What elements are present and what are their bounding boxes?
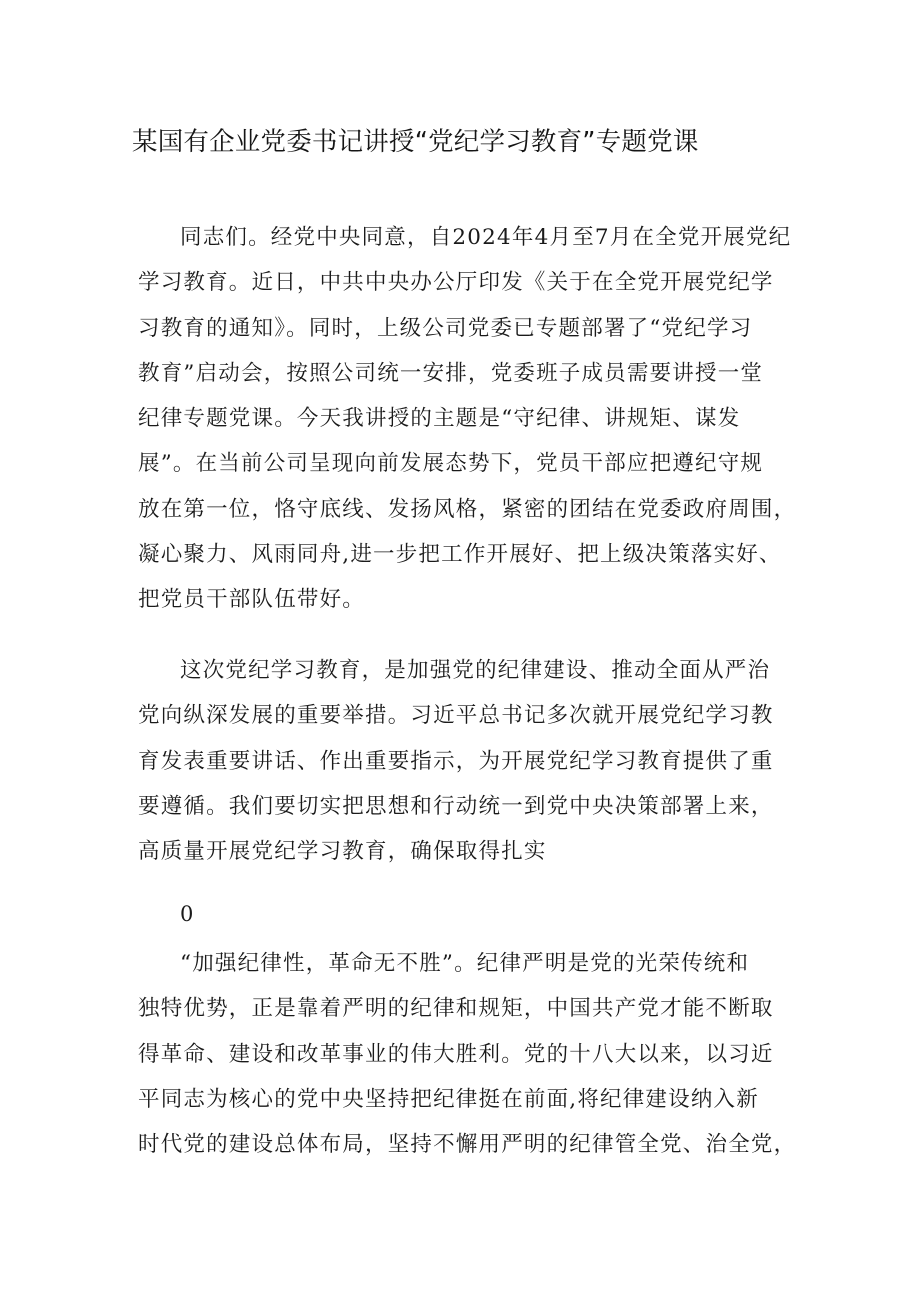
paragraph-line: 纪律专题党课。今天我讲授的主题是“守纪律、讲规矩、谋发 <box>138 406 741 431</box>
paragraph-line: 高质量开展党纪学习教育，确保取得扎实 <box>138 839 547 864</box>
stray-zero: 0 <box>180 902 194 926</box>
paragraph-line: 独特优势，正是靠着严明的纪律和规矩，中国共产党才能不断取 <box>138 996 774 1021</box>
paragraph-line: 得革命、建设和改革事业的伟大胜利。党的十八大以来，以习近 <box>138 1042 774 1067</box>
paragraph-line: 育发表重要讲话、作出重要指示，为开展党纪学习教育提供了重 <box>138 749 774 774</box>
paragraph-line: 学习教育。近日，中共中央办公厅印发《关于在全党开展党纪学 <box>138 270 774 295</box>
paragraph-line: “加强纪律性，革命无不胜”。纪律严明是党的光荣传统和 <box>180 951 750 976</box>
paragraph-line: 党向纵深发展的重要举措。习近平总书记多次就开展党纪学习教 <box>138 703 774 728</box>
paragraph-line: 要遵循。我们要切实把思想和行动统一到党中央决策部署上来， <box>138 794 774 819</box>
paragraph-line: 凝心聚力、风雨同舟,进一步把工作开展好、把上级决策落实好、 <box>138 542 782 567</box>
paragraph-line: 时代党的建设总体布局，坚持不懈用严明的纪律管全党、治全党， <box>138 1132 797 1157</box>
paragraph-line: 习教育的通知》。同时，上级公司党委已专题部署了“党纪学习 <box>138 316 753 341</box>
paragraph-line: 同志们。经党中央同意，自2024年4月至7月在全党开展党纪 <box>180 225 792 250</box>
paragraph-line: 展”。在当前公司呈现向前发展态势下，党员干部应把遵纪守规 <box>138 451 764 476</box>
paragraph-line: 教育”启动会，按照公司统一安排，党委班子成员需要讲授一堂 <box>138 361 764 386</box>
paragraph-line: 把党员干部队伍带好。 <box>138 587 366 612</box>
paragraph-line: 这次党纪学习教育，是加强党的纪律建设、推动全面从严治 <box>180 658 771 683</box>
paragraph-line: 放在第一位，恪守底线、发扬风格，紧密的团结在党委政府周围， <box>138 497 797 522</box>
document-title: 某国有企业党委书记讲授“党纪学习教育”专题党课 <box>132 127 699 157</box>
paragraph-line: 平同志为核心的党中央坚持把纪律挺在前面,将纪律建设纳入新 <box>138 1087 759 1112</box>
